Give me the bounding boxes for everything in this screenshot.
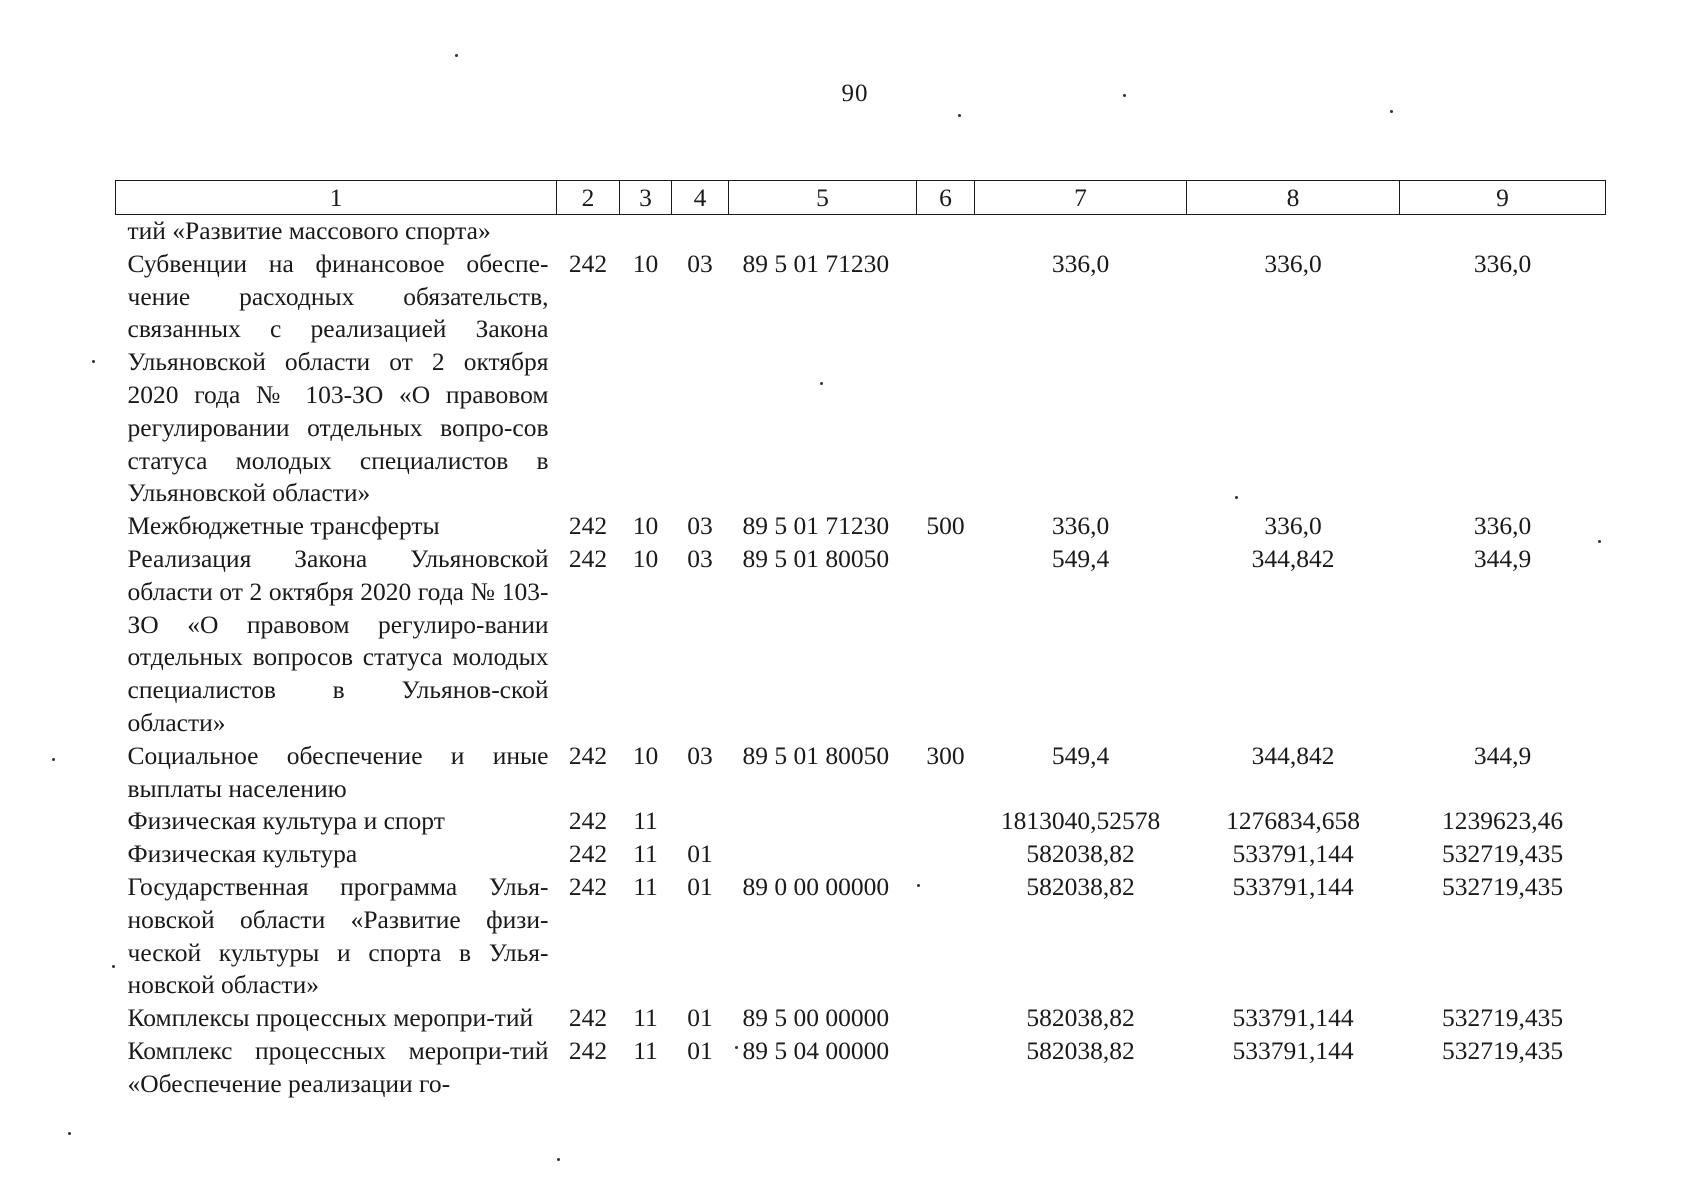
budget-table (115, 180, 1606, 1101)
cell-subsection: 03 (687, 248, 713, 278)
table-row (116, 871, 1606, 1002)
cell-ministry: 242 (568, 1003, 608, 1033)
cell-subsection (672, 805, 729, 838)
scan-speck (1390, 110, 1393, 113)
cell-target-article: 89 0 00 00000 (742, 871, 890, 901)
cell-section: 11 (633, 839, 658, 869)
scan-speck (917, 884, 920, 887)
scan-speck (112, 965, 115, 968)
cell-subsection: 01 (687, 1003, 713, 1033)
header-col-2: 2 (557, 181, 620, 215)
table-row (116, 510, 1606, 543)
cell-section: 10 (632, 543, 659, 573)
scan-speck (735, 1046, 738, 1049)
cell-subsection (672, 215, 729, 248)
cell-amount-7: 549,4 (1051, 543, 1110, 573)
table-row (116, 838, 1606, 871)
cell-ministry: 242 (568, 543, 608, 573)
cell-target-article: 89 5 01 71230 (742, 511, 890, 541)
scan-speck (92, 360, 95, 363)
cell-expense-type: 500 (926, 511, 965, 541)
cell-target-article: 89 5 04 00000 (742, 1035, 890, 1065)
cell-section: 11 (633, 1003, 658, 1033)
cell-ministry: 242 (568, 871, 608, 901)
table-header (116, 181, 1606, 215)
cell-expense-type (917, 805, 975, 838)
cell-expense-type (917, 543, 975, 740)
cell-ministry: 242 (568, 839, 608, 869)
row-name: Физическая культура (127, 839, 358, 869)
cell-amount-9: 344,9 (1473, 740, 1532, 770)
row-name: Межбюджетные трансферты (127, 511, 440, 541)
scan-speck (958, 114, 961, 117)
table-row (116, 740, 1606, 806)
cell-amount-9: 532719,435 (1441, 871, 1564, 901)
cell-expense-type (917, 215, 975, 248)
cell-amount-7: 549,4 (1051, 740, 1110, 770)
table-row (116, 543, 1606, 740)
cell-amount-8: 344,842 (1251, 740, 1335, 770)
cell-section: 11 (633, 1035, 658, 1065)
cell-target-article (729, 838, 917, 871)
cell-expense-type (917, 248, 975, 510)
cell-amount-7: 582038,82 (1026, 839, 1135, 869)
cell-amount-9: 532719,435 (1441, 839, 1564, 869)
row-name: Физическая культура и спорт (127, 806, 445, 836)
cell-target-article (729, 215, 917, 248)
row-name: Комплекс процессных меропри-тий «Обеспечение реализации го- (127, 1035, 549, 1098)
cell-subsection: 03 (687, 543, 713, 573)
cell-expense-type: 300 (926, 740, 965, 770)
row-name: Реализация Закона Ульяновской области от 2 октября 2020 года № 103-ЗО «О правовом регулиро-вании отдельных вопросов статуса молодых специалистов в Ульянов-ской области» (127, 543, 549, 737)
scan-speck (52, 758, 55, 761)
header-col-9: 9 (1400, 181, 1606, 215)
cell-section: 11 (633, 806, 658, 836)
cell-amount-8: 533791,144 (1232, 1003, 1354, 1033)
cell-subsection: 01 (687, 839, 713, 869)
cell-subsection: 03 (687, 740, 713, 770)
cell-amount-9 (1400, 215, 1606, 248)
table-row (116, 1002, 1606, 1035)
cell-ministry (557, 215, 620, 248)
cell-ministry: 242 (568, 1035, 608, 1065)
cell-subsection: 03 (687, 511, 713, 541)
cell-section: 11 (633, 871, 658, 901)
cell-section (620, 215, 672, 248)
cell-amount-8: 336,0 (1264, 248, 1322, 278)
scan-speck (68, 1132, 71, 1135)
cell-amount-9: 336,0 (1473, 511, 1532, 541)
row-name: Субвенции на финансовое обеспе-чение расходных обязательств, связанных с реализацией Закона Ульяновской области от 2 октября 2020 года № 103-ЗО «О правовом регулировании отдельных вопро-сов статуса молодых специалистов в Ульяновской области» (127, 248, 549, 508)
cell-amount-9: 344,9 (1473, 543, 1532, 573)
scan-speck (820, 382, 823, 385)
cell-amount-8: 533791,144 (1232, 1035, 1354, 1065)
cell-amount-7: 336,0 (1051, 511, 1110, 541)
cell-ministry: 242 (568, 806, 608, 836)
cell-section: 10 (632, 511, 659, 541)
header-row (116, 181, 1606, 215)
header-col-3: 3 (620, 181, 672, 215)
cell-amount-9: 532719,435 (1441, 1003, 1564, 1033)
cell-target-article (729, 805, 917, 838)
cell-amount-8: 336,0 (1264, 511, 1322, 541)
cell-expense-type (917, 1002, 975, 1035)
cell-section: 10 (632, 248, 659, 278)
cell-expense-type (917, 838, 975, 871)
scan-speck (1123, 94, 1126, 97)
cell-amount-7: 336,0 (1051, 248, 1110, 278)
cell-target-article: 89 5 00 00000 (742, 1003, 890, 1033)
cell-ministry: 242 (568, 740, 608, 770)
table-row (116, 248, 1606, 510)
cell-ministry: 242 (568, 248, 608, 278)
cell-amount-9: 532719,435 (1441, 1035, 1564, 1065)
cell-ministry: 242 (568, 511, 608, 541)
cell-expense-type (917, 871, 975, 1002)
cell-target-article: 89 5 01 80050 (742, 543, 890, 573)
budget-table-container (115, 180, 1605, 1101)
header-col-1: 1 (116, 181, 557, 215)
cell-amount-8: 344,842 (1251, 543, 1335, 573)
cell-amount-7: 582038,82 (1026, 1035, 1135, 1065)
header-col-5: 5 (729, 181, 917, 215)
row-name: Социальное обеспечение и иные выплаты населению (127, 740, 549, 803)
table-row (116, 1035, 1606, 1101)
table-row (116, 215, 1606, 248)
header-col-6: 6 (917, 181, 975, 215)
table-body (116, 215, 1606, 1101)
cell-subsection: 01 (687, 871, 713, 901)
cell-amount-8: 533791,144 (1232, 839, 1354, 869)
cell-subsection: 01 (687, 1035, 713, 1065)
cell-amount-7: 582038,82 (1026, 1003, 1135, 1033)
cell-expense-type (917, 1035, 975, 1101)
cell-amount-7 (975, 215, 1187, 248)
scan-speck (455, 54, 458, 57)
scan-speck (1598, 540, 1601, 543)
scan-speck (1235, 496, 1238, 499)
row-name: Государственная программа Улья-новской области «Развитие физи-ческой культуры и спорта в Улья-новской области» (127, 871, 549, 1000)
cell-amount-8: 533791,144 (1232, 871, 1354, 901)
header-col-4: 4 (672, 181, 729, 215)
cell-amount-8 (1187, 215, 1400, 248)
cell-amount-9: 1239623,46 (1441, 806, 1564, 836)
page-number: 90 (841, 80, 869, 107)
row-name: тий «Развитие массового спорта» (127, 216, 491, 245)
table-row (116, 805, 1606, 838)
scan-speck (557, 1158, 560, 1161)
cell-section: 10 (632, 740, 659, 770)
cell-target-article: 89 5 01 71230 (742, 248, 890, 278)
header-col-8: 8 (1187, 181, 1400, 215)
header-col-7: 7 (975, 181, 1187, 215)
cell-amount-7: 582038,82 (1026, 871, 1135, 901)
cell-amount-8: 1276834,658 (1226, 806, 1360, 836)
row-name: Комплексы процессных меропри-тий (127, 1003, 534, 1033)
cell-target-article: 89 5 01 80050 (742, 740, 890, 770)
cell-amount-9: 336,0 (1473, 248, 1532, 278)
cell-amount-7: 1813040,52578 (1000, 806, 1161, 836)
